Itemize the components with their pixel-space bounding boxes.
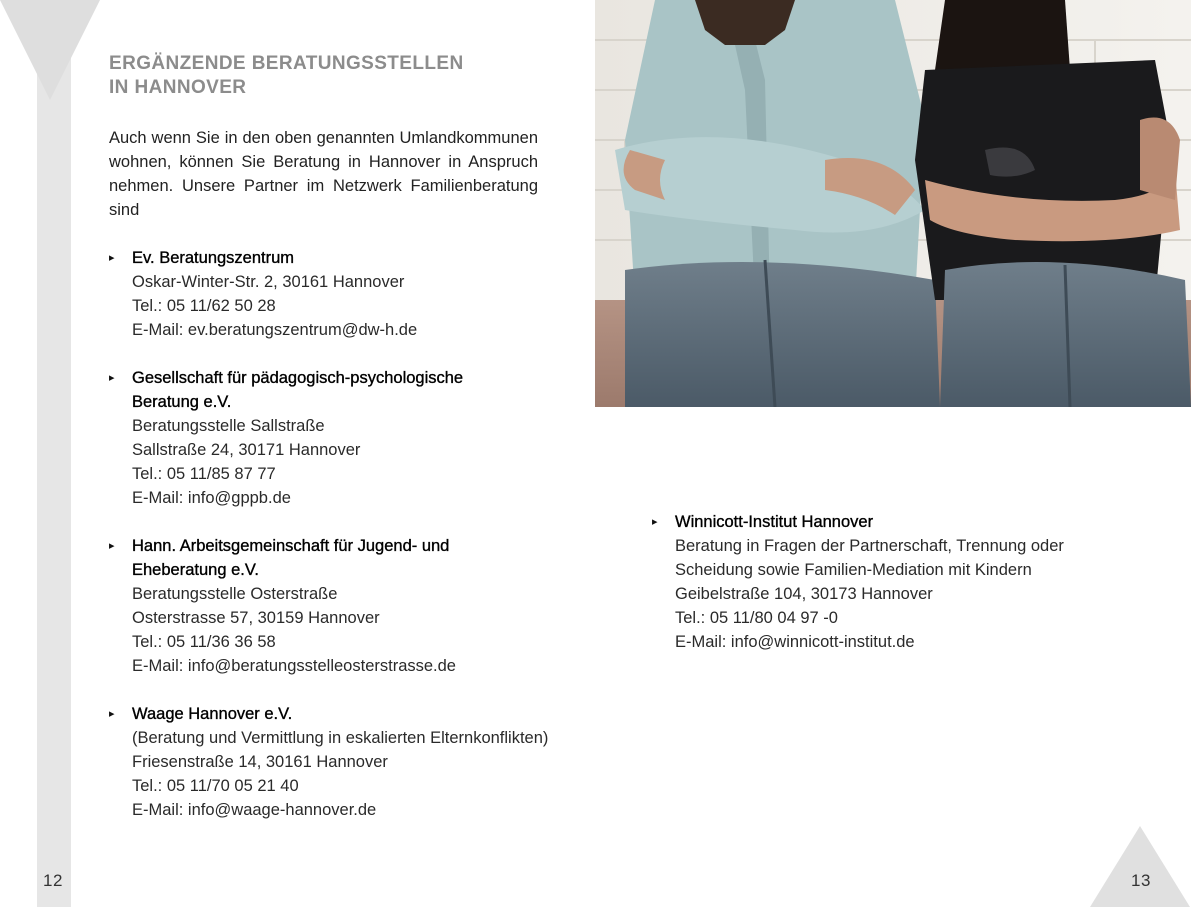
list-item (109, 246, 562, 342)
top-triangle-decoration (0, 0, 100, 100)
entry-description: Beratung in Fragen der Partnerschaft, Trennung oder (675, 537, 1064, 555)
entry-address: Geibelstraße 104, 30173 Hannover (675, 585, 933, 603)
entry-title: Eheberatung e.V. (132, 561, 259, 579)
entry-email: E-Mail: ev.beratungszentrum@dw-h.de (132, 321, 418, 339)
page-number-right: 13 (1131, 871, 1151, 890)
list-item (109, 534, 562, 678)
section-heading (109, 52, 549, 100)
entry-address: Friesenstraße 14, 30161 Hannover (132, 753, 388, 771)
entry-phone: Tel.: 05 11/80 04 97 -0 (675, 609, 838, 627)
entry-email: E-Mail: info@waage-hannover.de (132, 801, 377, 819)
heading-line-1: ERGÄNZENDE BERATUNGSSTELLEN (109, 53, 464, 74)
entry-description: Scheidung sowie Familien-Mediation mit Kindern (675, 561, 1032, 579)
entry-title: Waage Hannover e.V. (132, 705, 293, 723)
list-item (652, 510, 1155, 654)
entry-title: Hann. Arbeitsgemeinschaft für Jugend- und (132, 537, 450, 555)
entry-title: Winnicott-Institut Hannover (675, 513, 874, 531)
bullet-icon: ▸ (109, 372, 115, 384)
entry-description: (Beratung und Vermittlung in eskalierten Elternkonflikten) (132, 729, 549, 747)
list-item (109, 366, 562, 510)
entry-office: Beratungsstelle Sallstraße (132, 417, 325, 435)
entry-phone: Tel.: 05 11/36 36 58 (132, 633, 276, 651)
intro-paragraph: Auch wenn Sie in den oben genannten Umlandkommunen wohnen, können Sie Beratung in Hannover in Anspruch nehmen. Unsere Partner im Netzwerk Familienberatung sind (109, 129, 538, 219)
left-margin-strip (37, 0, 71, 907)
bullet-icon: ▸ (109, 708, 115, 720)
entry-title: Beratung e.V. (132, 393, 232, 411)
entry-address: Oskar-Winter-Str. 2, 30161 Hannover (132, 273, 405, 291)
heading-line-2: IN HANNOVER (109, 77, 247, 98)
entry-phone: Tel.: 05 11/70 05 21 40 (132, 777, 299, 795)
entry-office: Beratungsstelle Osterstraße (132, 585, 338, 603)
bullet-icon: ▸ (109, 252, 115, 264)
entry-address: Osterstrasse 57, 30159 Hannover (132, 609, 380, 627)
bullet-icon: ▸ (652, 516, 658, 528)
list-item (109, 702, 562, 822)
couple-photo (595, 0, 1191, 407)
entry-email: E-Mail: info@beratungsstelleosterstrasse.de (132, 657, 456, 675)
entry-title: Gesellschaft für pädagogisch-psychologische (132, 369, 464, 387)
entry-email: E-Mail: info@winnicott-institut.de (675, 633, 915, 651)
entry-email: E-Mail: info@gppb.de (132, 489, 291, 507)
entry-phone: Tel.: 05 11/62 50 28 (132, 297, 276, 315)
page-number-left: 12 (43, 871, 63, 890)
entry-title: Ev. Beratungszentrum (132, 249, 295, 267)
entry-address: Sallstraße 24, 30171 Hannover (132, 441, 361, 459)
photo-illustration (595, 0, 1191, 407)
entry-phone: Tel.: 05 11/85 87 77 (132, 465, 276, 483)
bottom-triangle-decoration (1090, 826, 1190, 907)
bullet-icon: ▸ (109, 540, 115, 552)
